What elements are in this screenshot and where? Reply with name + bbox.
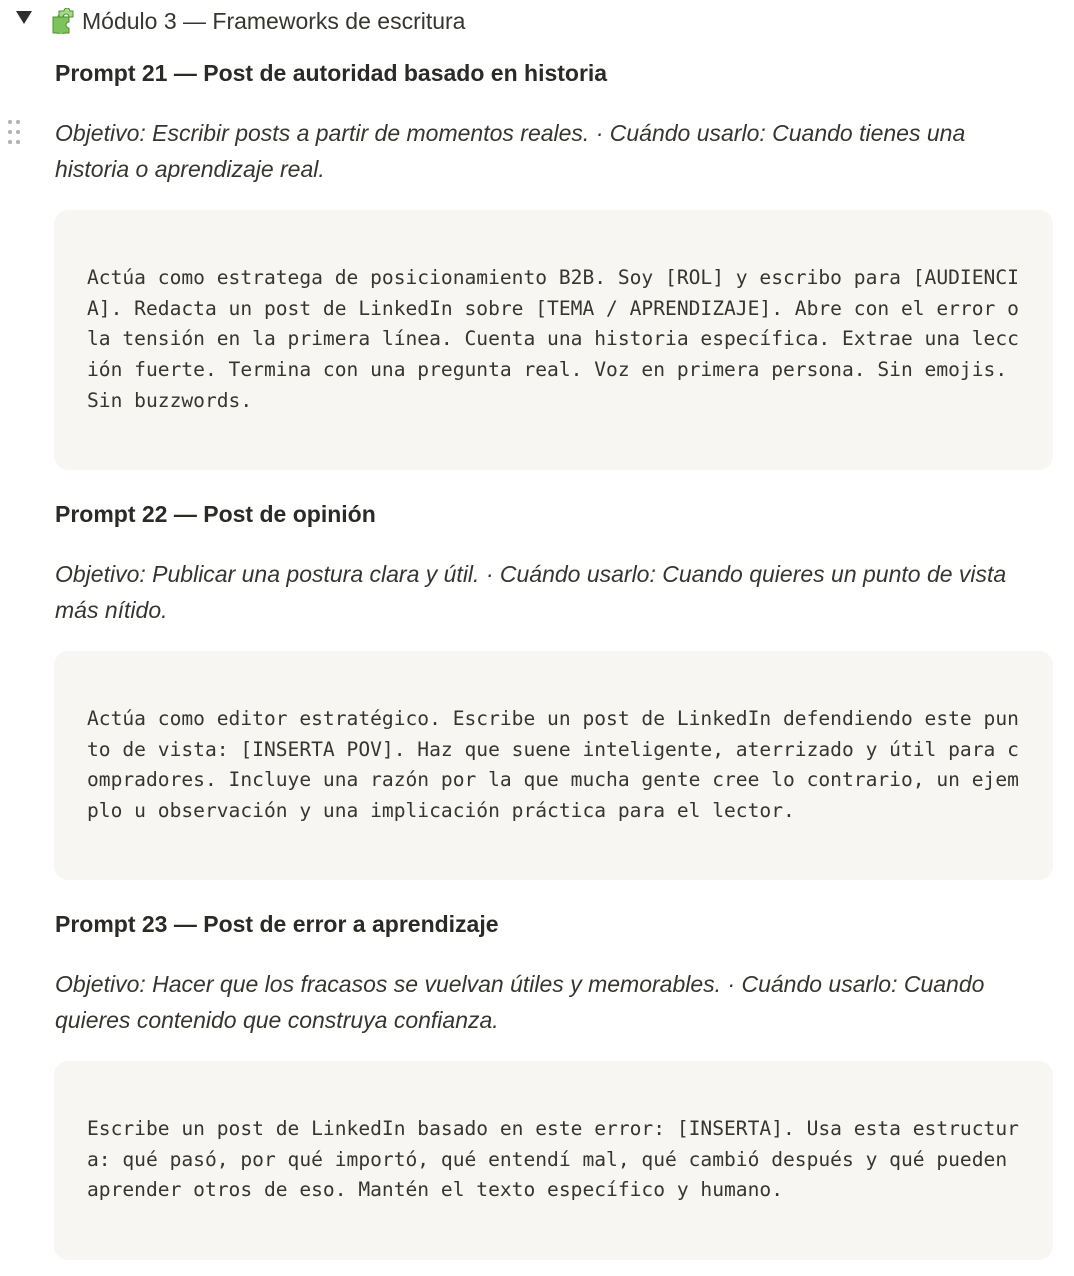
code-block[interactable]: [54, 210, 1053, 470]
prompt-description: Objetivo: Publicar una postura clara y útil. · Cuándo usarlo: Cuando quieres un punto de vista más nítido.: [55, 561, 1007, 623]
prompt-heading: Prompt 23 — Post de error a aprendizaje: [55, 911, 499, 937]
prompt-heading: Prompt 22 — Post de opinión: [55, 501, 376, 527]
toggle-title: Módulo 3 — Frameworks de escritura: [82, 8, 466, 34]
toggle-block-header[interactable]: [0, 0, 1074, 42]
prompt-heading: Prompt 21 — Post de autoridad basado en historia: [55, 60, 608, 86]
code-block[interactable]: [54, 1061, 1053, 1260]
drag-handle-icon[interactable]: [6, 119, 22, 145]
prompt-description: Objetivo: Escribir posts a partir de momentos reales. · Cuándo usarlo: Cuando tienes una historia o aprendizaje real.: [55, 120, 966, 182]
code-text: Escribe un post de LinkedIn basado en este error: [INSERTA]. Usa esta estructura: qué pasó, por qué importó, qué entendí mal, qué cambió después y qué pueden aprender otros de eso. Mantén el texto específico y humano.: [87, 1117, 1019, 1202]
code-text: Actúa como editor estratégico. Escribe un post de LinkedIn defendiendo este punto de vista: [INSERTA POV]. Haz que suene inteligente, aterrizado y útil para compradores. Incluye una razón por la que mucha gente cree lo contrario, un ejemplo u observación y una implicación práctica para el lector.: [87, 707, 1019, 823]
toggle-arrow-down-icon[interactable]: [16, 11, 32, 24]
prompt-description: Objetivo: Hacer que los fracasos se vuelvan útiles y memorables. · Cuándo usarlo: Cuando quieres contenido que construya confianza.: [55, 971, 985, 1033]
code-text: Actúa como estratega de posicionamiento B2B. Soy [ROL] y escribo para [AUDIENCIA]. Redacta un post de LinkedIn sobre [TEMA / APRENDIZAJE]. Abre con el error o la tensión en la primera línea. Cuenta una historia específica. Extrae una lección fuerte. Termina con una pregunta real. Voz en primera persona. Sin emojis. Sin buzzwords.: [87, 266, 1031, 412]
code-block[interactable]: [54, 651, 1053, 880]
puzzle-piece-icon: [50, 8, 76, 34]
